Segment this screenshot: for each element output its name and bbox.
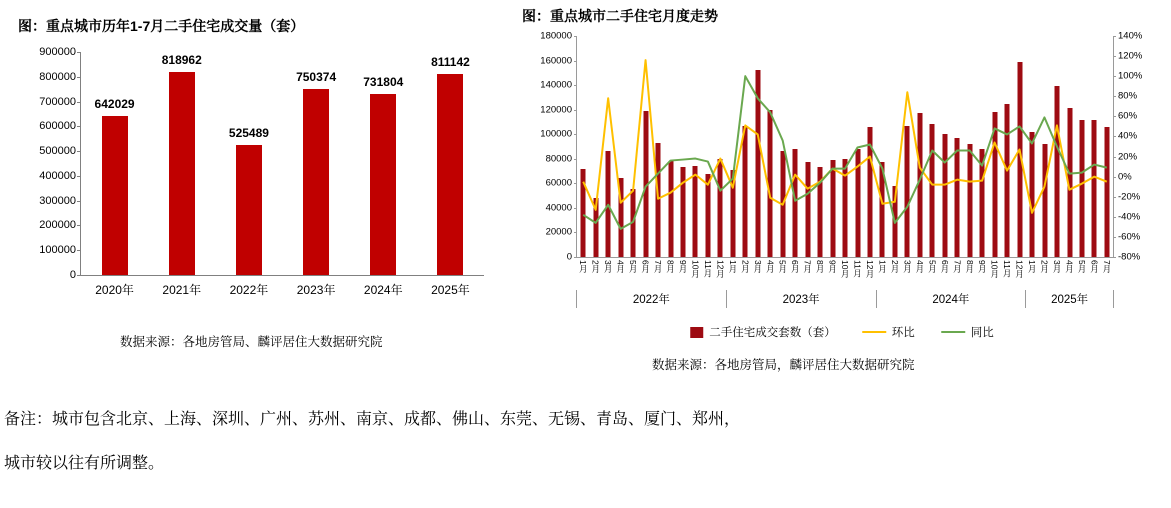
footnote-line-2: 城市较以往有所调整。 <box>4 455 165 472</box>
left-y-tick-label: 800000 <box>39 70 76 83</box>
right-y2-tick-mark <box>1113 76 1116 77</box>
right-x-tick-label: 2月 <box>740 260 751 274</box>
left-x-tick-label: 2024年 <box>363 283 403 297</box>
right-x-tick-label: 4月 <box>615 260 626 274</box>
right-x-tick-label: 5月 <box>628 260 639 274</box>
year-group-label: 2024年 <box>876 290 1026 308</box>
legend-swatch-yoy-icon <box>941 331 965 333</box>
right-y-tick-label: 140000 <box>540 79 572 91</box>
left-y-tick-label: 700000 <box>39 95 76 108</box>
right-y2-tick-mark <box>1113 56 1116 57</box>
right-x-tick-label: 9月 <box>677 260 688 274</box>
left-chart-panel <box>0 0 510 385</box>
footnote-line-1: 备注：城市包含北京、上海、深圳、广州、苏州、南京、成都、佛山、东莞、无锡、青岛、厦门、郑州， <box>4 411 741 428</box>
left-chart-title: 图：重点城市历年1-7月二手住宅成交量（套） <box>18 18 305 34</box>
right-x-tick-label: 7月 <box>952 260 963 274</box>
left-y-tick-label: 900000 <box>39 46 76 58</box>
right-x-tick-label: 8月 <box>815 260 826 274</box>
right-y2-tick-label: 100% <box>1118 70 1143 82</box>
right-x-tick-label: 3月 <box>603 260 614 274</box>
right-y2-tick-label: 60% <box>1118 110 1138 122</box>
right-x-tick-label: 1月 <box>877 260 888 274</box>
right-y-tick-label: 20000 <box>545 226 572 238</box>
left-bar[interactable] <box>437 74 463 275</box>
left-y-tick-label: 500000 <box>39 145 76 158</box>
right-x-tick-label: 2月 <box>1039 260 1050 274</box>
right-y2-tick-label: -40% <box>1118 211 1141 223</box>
left-bar-value-label: 731804 <box>363 74 404 89</box>
right-y-tick-label: 160000 <box>540 55 572 67</box>
footnote <box>4 398 1164 486</box>
legend-swatch-mom-icon <box>862 331 886 333</box>
right-y2-tick-label: 140% <box>1118 30 1143 42</box>
right-y2-tick-mark <box>1113 136 1116 137</box>
right-x-tick-label: 12月 <box>1014 260 1025 278</box>
right-x-tick-label: 6月 <box>640 260 651 274</box>
right-y2-tick-mark <box>1113 96 1116 97</box>
right-x-tick-label: 2月 <box>590 260 601 274</box>
right-chart-panel <box>510 0 1171 385</box>
left-bar-group <box>417 52 484 297</box>
right-y-tick-label: 120000 <box>540 104 572 116</box>
right-y-tick-mark <box>574 257 577 258</box>
right-x-tick-label: 10月 <box>840 260 851 278</box>
right-y2-tick-mark <box>1113 177 1116 178</box>
right-x-tick-label: 4月 <box>1064 260 1075 274</box>
legend-label-bars: 二手住宅成交套数（套） <box>709 327 836 339</box>
right-x-tick-label: 6月 <box>1089 260 1100 274</box>
right-x-tick-label: 11月 <box>852 260 863 278</box>
year-group-label: 2022年 <box>576 290 726 308</box>
right-x-tick-label: 1月 <box>1027 260 1038 274</box>
right-y2-tick-mark <box>1113 116 1116 117</box>
legend-label-mom: 环比 <box>891 327 915 339</box>
right-x-tick-label: 7月 <box>802 260 813 274</box>
right-y2-tick-label: 40% <box>1118 130 1138 142</box>
right-x-tick-label: 3月 <box>752 260 763 274</box>
right-chart-title: 图：重点城市二手住宅月度走势 <box>522 8 718 24</box>
right-y-tick-label: 100000 <box>540 128 572 140</box>
left-bar-chart <box>22 40 492 302</box>
left-chart-source: 数据来源：各地房管局、麟评居住大数据研究院 <box>120 335 383 349</box>
left-y-tick-label: 400000 <box>39 169 76 182</box>
right-y2-tick-mark <box>1113 197 1116 198</box>
right-y-tick-label: 80000 <box>545 153 572 165</box>
left-bar[interactable] <box>169 72 195 275</box>
right-y2-tick-label: 0% <box>1118 171 1132 183</box>
right-y2-tick-mark <box>1113 157 1116 158</box>
left-plot-area <box>39 46 484 297</box>
right-y2-tick-label: -20% <box>1118 191 1141 203</box>
left-bar[interactable] <box>236 145 262 275</box>
left-x-tick-label: 2020年 <box>95 283 134 297</box>
right-y2-tick-mark <box>1113 237 1116 238</box>
right-x-tick-label: 9月 <box>827 260 838 274</box>
left-bar-group <box>148 52 215 297</box>
left-x-tick-label: 2025年 <box>431 283 470 297</box>
left-bar-group <box>215 52 282 297</box>
right-x-tick-label: 1月 <box>578 260 589 274</box>
right-y-tick-label: 180000 <box>540 30 572 42</box>
right-x-tick-label: 5月 <box>777 260 788 274</box>
left-bar-value-label: 818962 <box>161 53 202 68</box>
right-x-tick-label: 5月 <box>927 260 938 274</box>
right-x-tick-label: 11月 <box>702 260 713 278</box>
right-x-tick-label: 10月 <box>989 260 1000 278</box>
right-x-tick-label: 8月 <box>964 260 975 274</box>
right-y2-tick-label: -60% <box>1118 231 1141 243</box>
right-x-tick-label: 6月 <box>790 260 801 274</box>
left-x-tick-label: 2023年 <box>296 283 336 297</box>
right-x-tick-label: 12月 <box>865 260 876 278</box>
right-x-tick-label: 5月 <box>1076 260 1087 274</box>
year-group-label: 2025年 <box>1025 290 1114 308</box>
right-y2-tick-mark <box>1113 36 1116 37</box>
right-y2-tick-label: 20% <box>1118 151 1138 163</box>
right-year-axis <box>576 290 1114 308</box>
right-plot-area <box>540 30 1143 278</box>
left-bar-group <box>283 52 350 297</box>
right-y2-tick-label: 80% <box>1118 90 1138 102</box>
left-y-tick-mark <box>77 275 81 276</box>
right-line-overlay <box>577 36 1113 257</box>
right-x-tick-label: 3月 <box>1052 260 1063 274</box>
right-y2-tick-mark <box>1113 257 1116 258</box>
right-x-tick-label: 2月 <box>889 260 900 274</box>
right-x-tick-label: 4月 <box>765 260 776 274</box>
left-y-tick-label: 0 <box>69 269 76 281</box>
right-y-tick-label: 60000 <box>545 177 572 189</box>
left-x-tick-label: 2022年 <box>229 283 269 297</box>
right-y-tick-label: 0 <box>566 251 572 263</box>
left-y-tick-label: 100000 <box>39 244 76 257</box>
left-bar-value-label: 642029 <box>94 96 135 111</box>
left-bar-value-label: 750374 <box>296 70 337 85</box>
right-chart-source: 数据来源：各地房管局，麟评居住大数据研究院 <box>652 358 915 372</box>
left-bar[interactable] <box>303 89 329 275</box>
legend-item-bars <box>690 324 836 340</box>
right-combo-chart <box>518 28 1166 339</box>
left-bar-value-label: 525489 <box>228 125 269 140</box>
legend-item-mom <box>862 324 915 340</box>
legend-swatch-bar-icon <box>690 327 703 338</box>
left-x-tick-label: 2021年 <box>162 283 202 297</box>
right-x-tick-label: 7月 <box>653 260 664 274</box>
right-x-tick-label: 3月 <box>902 260 913 274</box>
right-y2-tick-mark <box>1113 217 1116 218</box>
right-chart-legend <box>690 324 994 340</box>
right-x-tick-label: 9月 <box>977 260 988 274</box>
left-y-tick-label: 300000 <box>39 194 76 207</box>
right-x-tick-label: 11月 <box>1002 260 1013 278</box>
line-yoy[interactable] <box>583 76 1107 229</box>
right-y2-tick-label: 120% <box>1118 50 1143 62</box>
right-y2-tick-label: -80% <box>1118 251 1141 263</box>
legend-label-yoy: 同比 <box>970 327 994 339</box>
right-x-tick-label: 8月 <box>665 260 676 274</box>
left-y-tick-label: 200000 <box>39 219 76 232</box>
right-x-tick-label: 4月 <box>914 260 925 274</box>
line-mom[interactable] <box>583 60 1107 213</box>
left-bar[interactable] <box>102 116 128 275</box>
legend-item-yoy <box>941 324 994 340</box>
left-bar-group <box>81 52 148 297</box>
left-bar[interactable] <box>370 94 396 275</box>
left-bar-value-label: 811142 <box>431 55 470 70</box>
right-x-tick-label: 7月 <box>1101 260 1112 274</box>
left-y-tick-label: 600000 <box>39 120 76 133</box>
left-bar-series <box>81 52 484 297</box>
year-group-label: 2023年 <box>726 290 876 308</box>
right-y-tick-label: 40000 <box>545 202 572 214</box>
left-bar-group <box>350 52 417 297</box>
right-x-tick-label: 6月 <box>939 260 950 274</box>
right-x-tick-label: 1月 <box>727 260 738 274</box>
right-x-tick-label: 12月 <box>715 260 726 278</box>
right-x-tick-label: 10月 <box>690 260 701 278</box>
